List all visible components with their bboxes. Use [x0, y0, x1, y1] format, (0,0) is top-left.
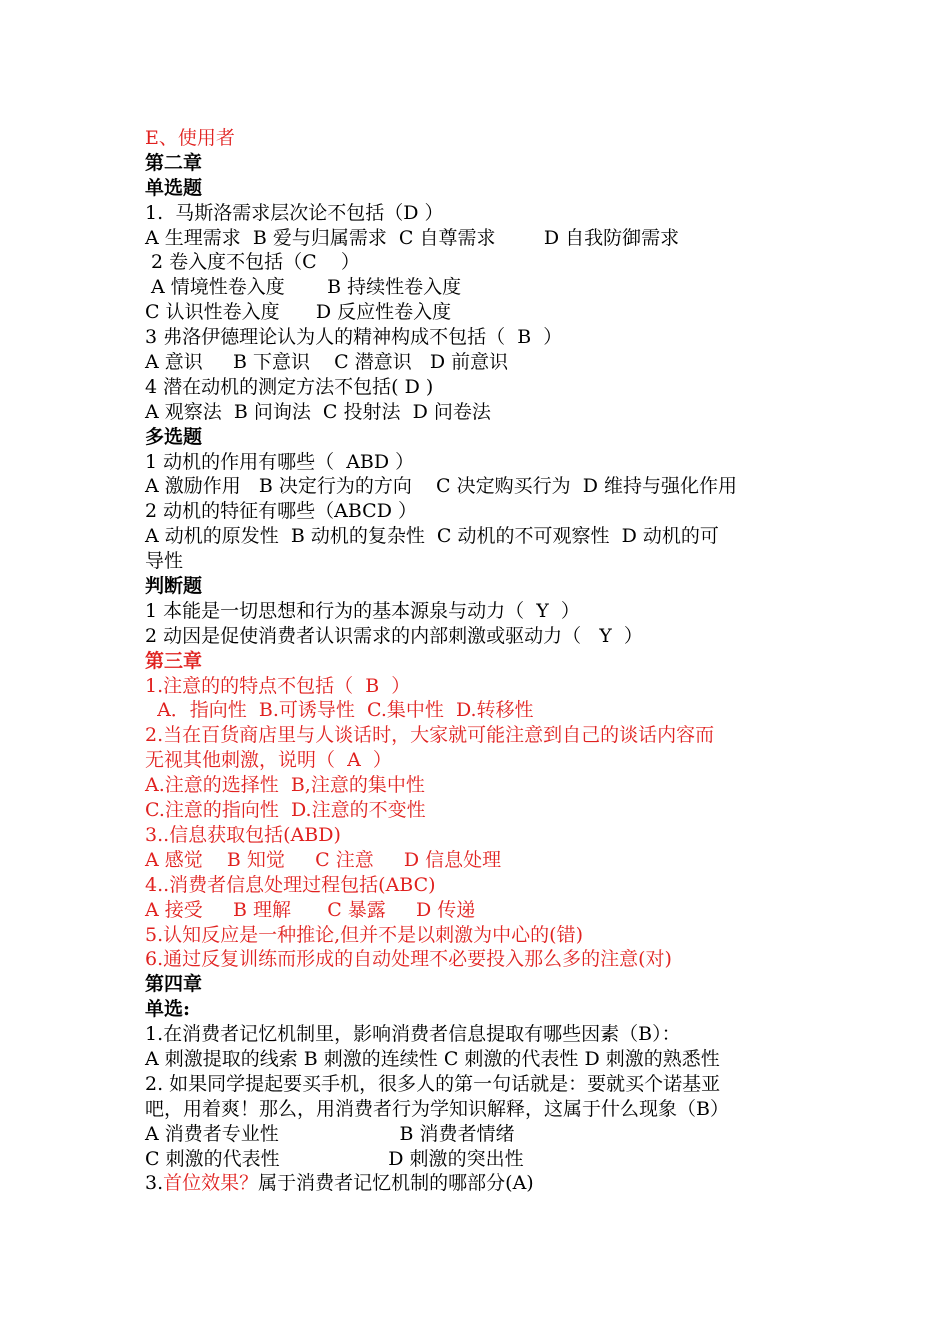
options-line: A．指向性 B.可诱导性 C.集中性 D.转移性	[145, 699, 534, 722]
options-line: A 接受 B 理解 C 暴露 D 传递	[145, 898, 476, 921]
options-line: A 刺激提取的线索 B 刺激的连续性 C 刺激的代表性 D 刺激的熟悉性	[145, 1047, 720, 1070]
question-line: 3..信息获取包括(ABD)	[145, 823, 341, 846]
true-false-heading: 判断题	[145, 575, 203, 598]
question-line: 2 卷入度不包括（C ）	[145, 251, 360, 274]
document-body	[145, 126, 815, 1196]
options-line: A 感觉 B 知觉 C 注意 D 信息处理	[145, 848, 502, 871]
question-line: 2 动因是促使消费者认识需求的内部刺激或驱动力（ Y ）	[145, 624, 643, 647]
options-line: C 刺激的代表性 D 刺激的突出性	[145, 1147, 524, 1170]
question-line: 1.在消费者记忆机制里，影响消费者信息提取有哪些因素（B）：	[145, 1023, 681, 1046]
multi-choice-heading: 多选题	[145, 425, 203, 448]
options-line: C 认识性卷入度 D 反应性卷入度	[145, 301, 452, 324]
question-line: 2 动机的特征有哪些（ABCD ）	[145, 500, 417, 523]
options-line-continued: 导性	[145, 550, 184, 573]
options-line: A.注意的选择性 B,注意的集中性	[145, 774, 425, 797]
question-line: 1 本能是一切思想和行为的基本源泉与动力（ Y ）	[145, 599, 580, 622]
chapter-3-heading: 第三章	[145, 649, 203, 672]
options-line: A 动机的原发性 B 动机的复杂性 C 动机的不可观察性 D 动机的可	[145, 525, 719, 548]
options-line: A 观察法 B 问询法 C 投射法 D 问卷法	[145, 400, 491, 423]
option-e-line: E、使用者	[145, 127, 235, 149]
question-line: 4 潜在动机的测定方法不包括( D )	[145, 375, 434, 398]
question-line	[145, 1171, 815, 1196]
question-line: 2. 如果同学提起要买手机，很多人的第一句话就是：要就买个诺基亚	[145, 1072, 721, 1095]
statement-line: 6.通过反复训练而形成的自动处理不必要投入那么多的注意(对)	[145, 948, 672, 971]
question-line: 4..消费者信息处理过程包括(ABC)	[145, 873, 436, 896]
options-line: A 意识 B 下意识 C 潜意识 D 前意识	[145, 351, 509, 374]
chapter-4-heading: 第四章	[145, 973, 203, 996]
options-line: A 激励作用 B 决定行为的方向 C 决定购买行为 D 维持与强化作用	[145, 475, 737, 498]
chapter-2-heading: 第二章	[145, 151, 203, 174]
highlighted-term: 首位效果？	[163, 1172, 259, 1195]
options-line: A 消费者专业性 B 消费者情绪	[145, 1122, 515, 1145]
options-line: A 情境性卷入度 B 持续性卷入度	[145, 276, 462, 299]
single-choice-heading: 单选:	[145, 998, 191, 1021]
question-line: 1 动机的作用有哪些（ ABD ）	[145, 450, 415, 473]
question-line: 3 弗洛伊德理论认为人的精神构成不包括（ B ）	[145, 326, 563, 349]
single-choice-heading: 单选题	[145, 176, 203, 199]
question-line: 1. 马斯洛需求层次论不包括（D ）	[145, 201, 444, 224]
question-line-continued: 吧，用着爽！那么，用消费者行为学知识解释，这属于什么现象（B）	[145, 1097, 729, 1120]
question-line: 1.注意的的特点不包括（ B ）	[145, 674, 411, 697]
statement-line: 5.认知反应是一种推论,但并不是以刺激为中心的(错)	[145, 923, 583, 946]
question-line-continued: 无视其他刺激，说明（ A ）	[145, 749, 392, 772]
question-text: 属于消费者记忆机制的哪部分(A)	[258, 1172, 534, 1195]
options-line: C.注意的指向性 D.注意的不变性	[145, 799, 426, 822]
options-line: A 生理需求 B 爱与归属需求 C 自尊需求 D 自我防御需求	[145, 226, 680, 249]
question-number: 3.	[145, 1172, 164, 1195]
question-line: 2.当在百货商店里与人谈话时，大家就可能注意到自己的谈话内容而	[145, 724, 715, 747]
